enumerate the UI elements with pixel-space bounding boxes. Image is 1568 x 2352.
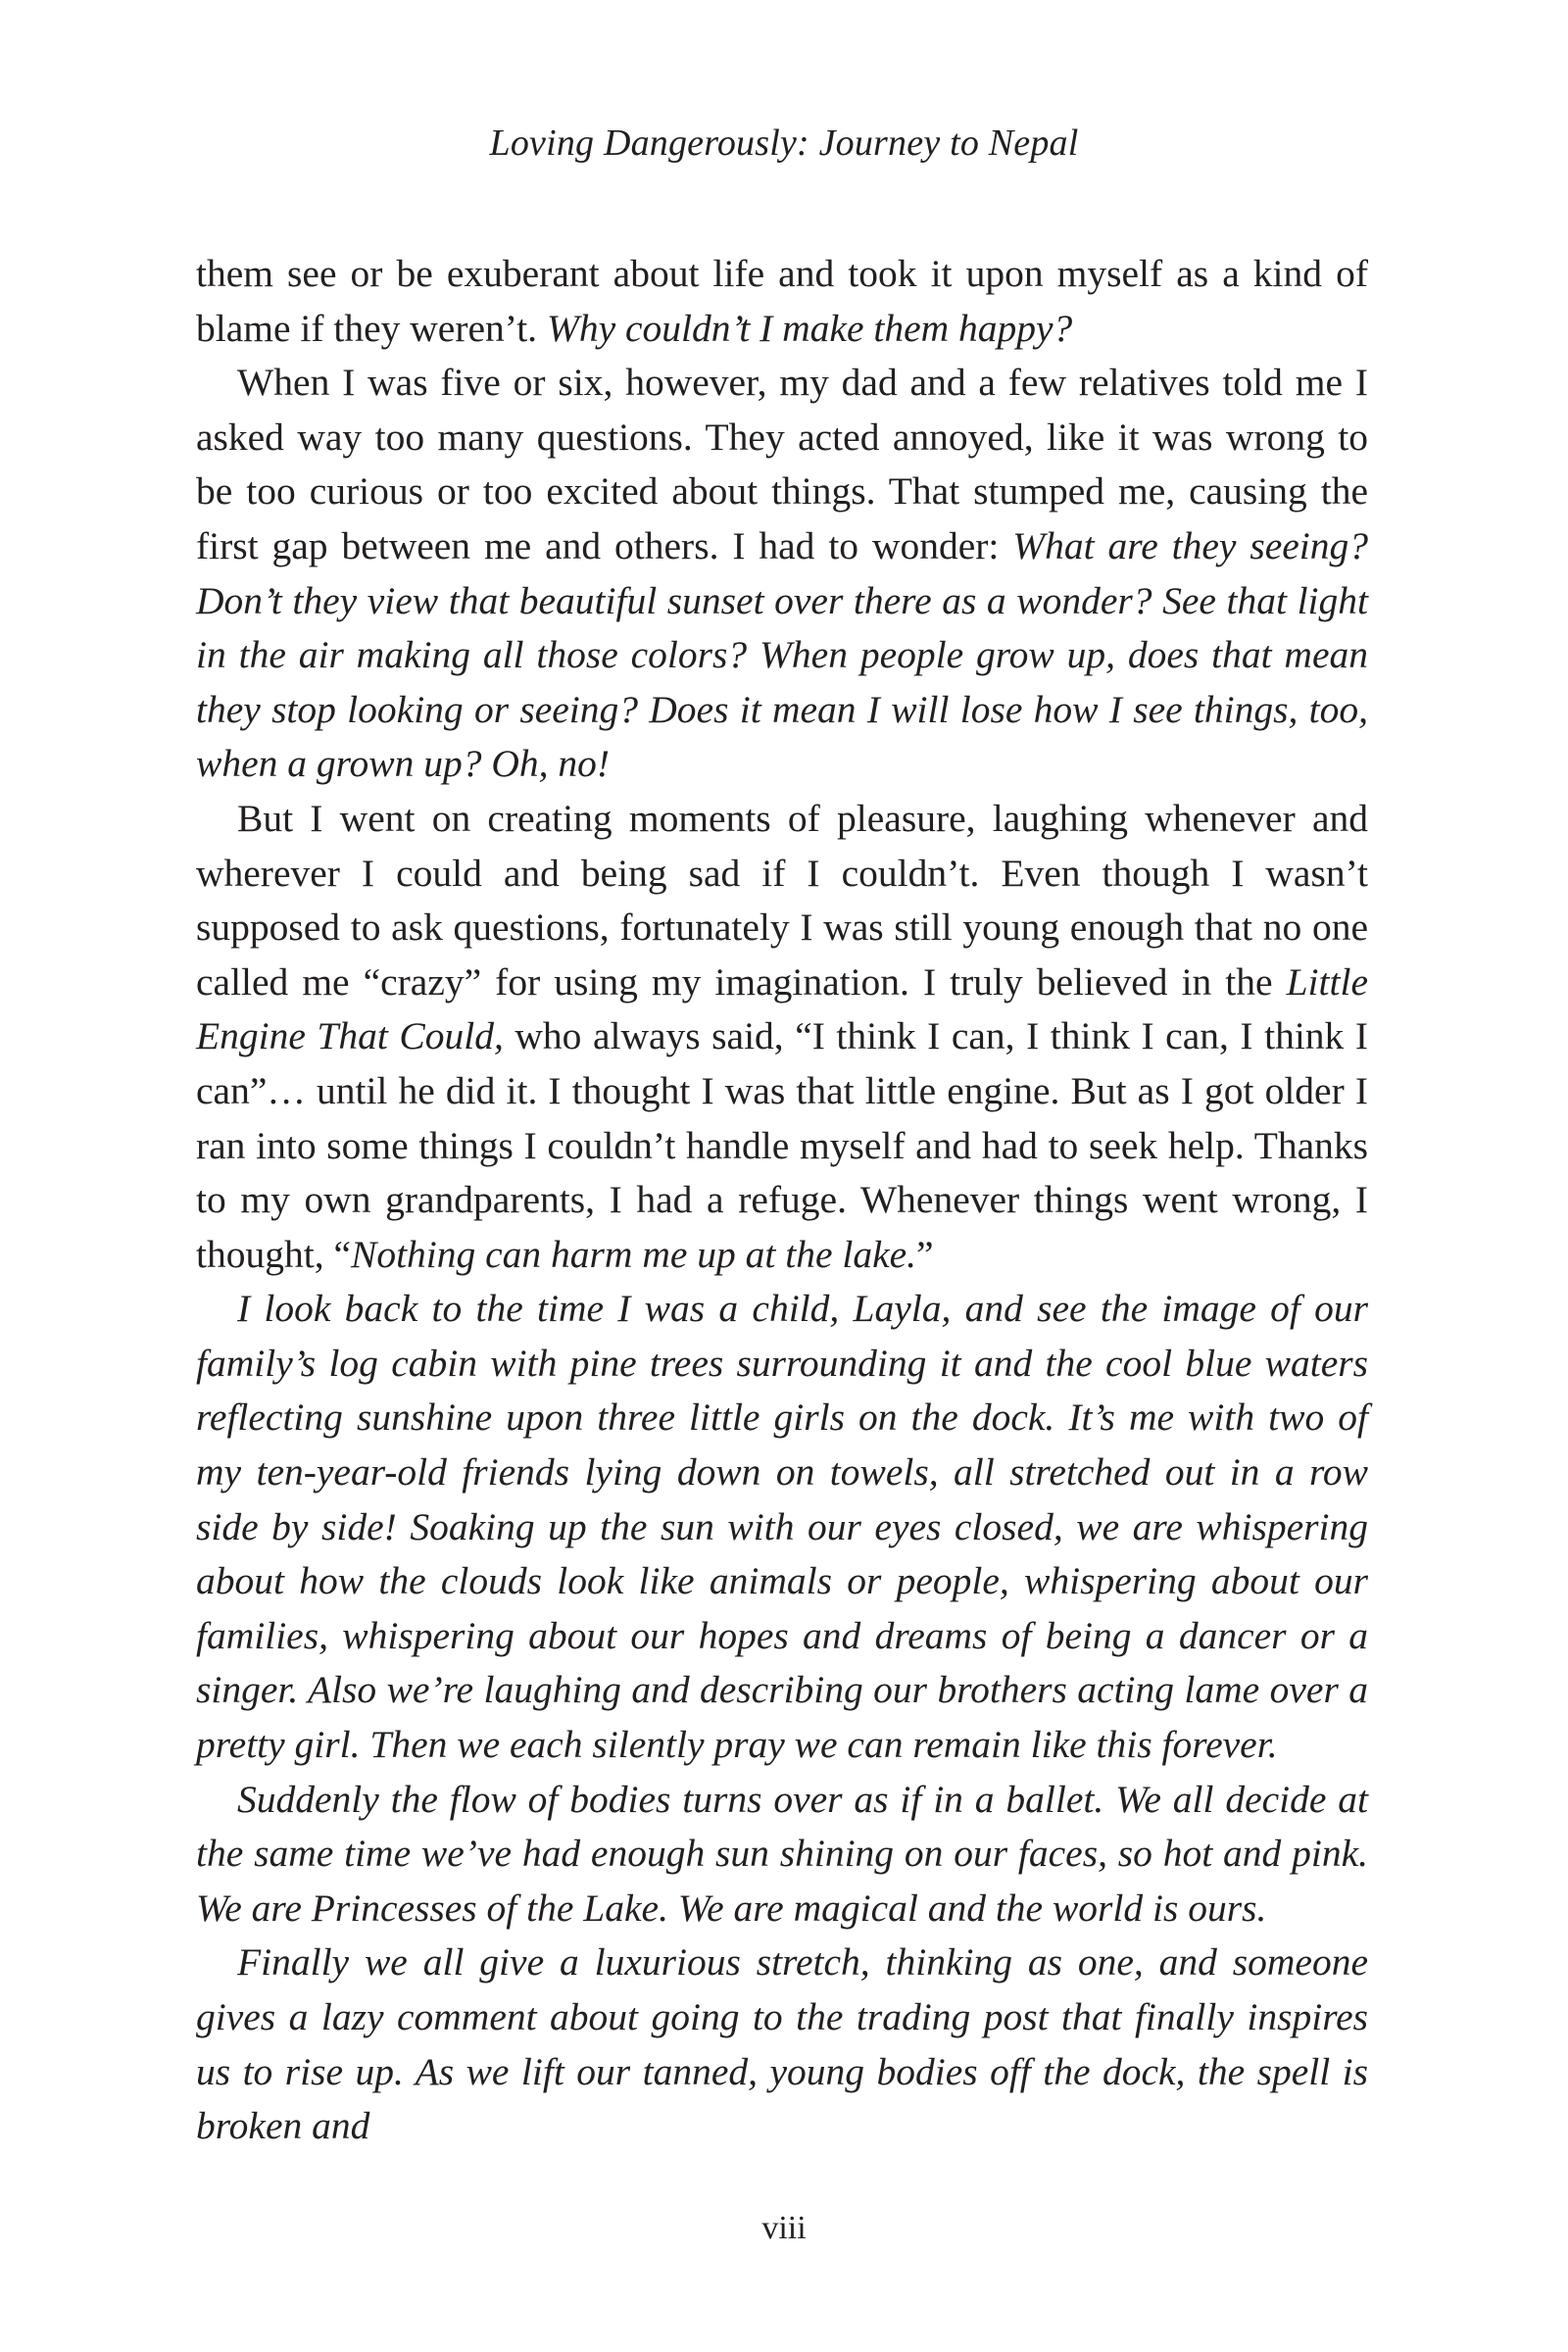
text-run: them see or be exuberant about life and took it upon myself as a kind of blame if they weren’t. bbox=[196, 252, 1368, 350]
italic-text: Nothing can harm me up at the lake. bbox=[350, 1232, 917, 1276]
text-run: who always said, “I think I can, I think I can, I think I can”… until he did it. I thought I was that little engine. But as I got older I ran into some things I couldn’t handle myself and had to seek help. Thanks to my own grandparents, I had a refuge. Whenever things went wrong, I thought, “ bbox=[196, 1014, 1368, 1276]
paragraph bbox=[196, 1282, 1368, 1772]
paragraph bbox=[196, 1936, 1368, 2153]
italic-text: What are they seeing? Don’t they view that beautiful sunset over there as a wonder? See that light in the air making all those colors? When people grow up, does that mean they stop looking or seeing? Does it mean I will lose how I see things, too, when a grown up? Oh, no! bbox=[196, 523, 1368, 786]
italic-text: I look back to the time I was a child, Layla, and see the image of our family’s log cabin with pine trees surrounding it and the cool blue waters reflecting sunshine upon three little girls on the dock. It’s me with two of my ten-year-old friends lying down on towels, all stretched out in a row side by side! Soaking up the sun with our eyes closed, we are whispering about how the clouds look like animals or people, whispering about our families, whispering about our hopes and dreams of being a dancer or a singer. Also we’re laughing and describing our brothers acting lame over a pretty girl. Then we each silently pray we can remain like this forever. bbox=[196, 1287, 1368, 1767]
paragraph bbox=[196, 247, 1368, 356]
page-number: viii bbox=[761, 2210, 807, 2246]
italic-text: Why couldn’t I make them happy? bbox=[546, 306, 1073, 350]
text-run: When I was five or six, however, my dad and a few relatives told me I asked way too many questions. They acted annoyed, like it was wrong to be too curious or too excited about things. That stumped me, causing the first gap between me and others. I had to wonder: bbox=[196, 361, 1368, 567]
running-head: Loving Dangerously: Journey to Nepal bbox=[489, 122, 1079, 164]
paragraph bbox=[196, 1773, 1368, 1936]
italic-text: Suddenly the flow of bodies turns over as if in a ballet. We all decide at the same time we’ve had enough sun shining on our faces, so hot and pink. We are Princesses of the Lake. We are magical and the world is ours. bbox=[196, 1777, 1368, 1930]
paragraph bbox=[196, 356, 1368, 792]
text-run: But I went on creating moments of pleasure, laughing whenever and wherever I could and being sad if I couldn’t. Even though I wasn’t supposed to ask questions, fortunately I was still young enough that no one called me “crazy” for using my imagination. I truly believed in the bbox=[196, 796, 1368, 1004]
body-text bbox=[196, 247, 1368, 2154]
italic-text: Little Engine That Could, bbox=[196, 959, 1368, 1058]
italic-text: Finally we all give a luxurious stretch, thinking as one, and someone gives a lazy comment about going to the trading post that finally inspires us to rise up. As we lift our tanned, young bodies off the dock, the spell is broken and bbox=[196, 1940, 1368, 2148]
paragraph bbox=[196, 792, 1368, 1282]
text-run: ” bbox=[916, 1232, 934, 1276]
